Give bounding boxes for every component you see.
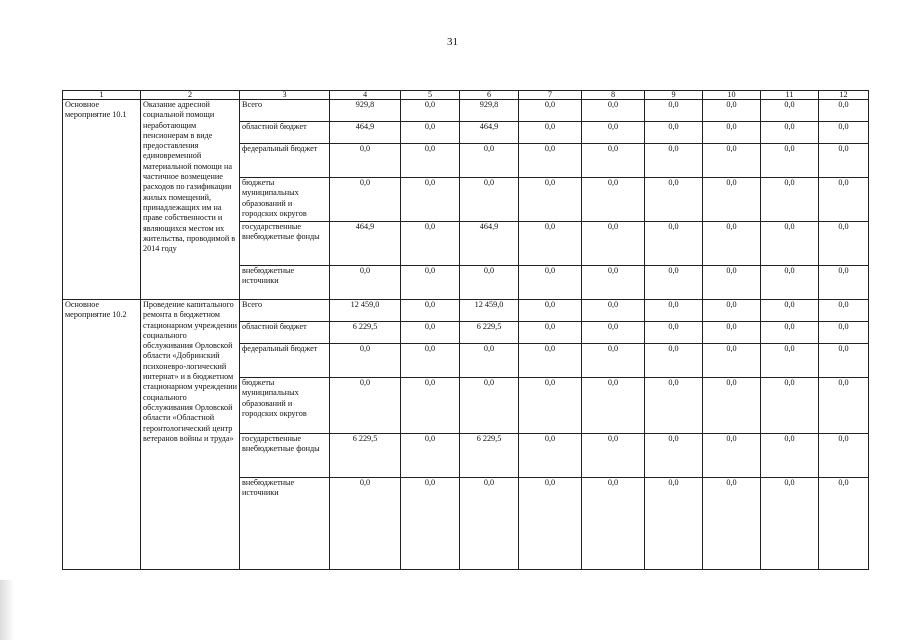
amount-cell: 0,0 — [819, 478, 869, 570]
amount-cell: 0,0 — [330, 478, 401, 570]
funding-source: областной бюджет — [240, 322, 330, 344]
amount-cell: 0,0 — [519, 222, 582, 266]
amount-cell: 0,0 — [645, 322, 703, 344]
amount-cell: 0,0 — [761, 434, 819, 478]
column-number: 6 — [460, 91, 519, 100]
amount-cell: 0,0 — [519, 178, 582, 222]
amount-cell: 0,0 — [819, 300, 869, 322]
amount-cell: 0,0 — [819, 322, 869, 344]
amount-cell: 0,0 — [645, 266, 703, 300]
amount-cell: 0,0 — [582, 222, 645, 266]
amount-cell: 0,0 — [330, 378, 401, 434]
amount-cell: 0,0 — [519, 144, 582, 178]
amount-cell: 0,0 — [761, 266, 819, 300]
amount-cell: 0,0 — [582, 100, 645, 122]
amount-cell: 0,0 — [761, 100, 819, 122]
amount-cell: 464,9 — [330, 122, 401, 144]
funding-source: бюджеты муниципальных образований и городских округов — [240, 378, 330, 434]
funding-source: внебюджетные источники — [240, 478, 330, 570]
amount-cell: 6 229,5 — [330, 434, 401, 478]
amount-cell: 464,9 — [460, 122, 519, 144]
scan-edge-shadow — [0, 580, 14, 640]
event-description: Проведение капитального ремонта в бюджетном стационарном учреждении социального обслуживания Орловской области «Добринский психоневро-логический интернат» и в бюджетном стационарном учреждении социального обслуживания Орловской области «Областной геронтологический центр ветеранов войны и труда» — [141, 300, 240, 570]
amount-cell: 464,9 — [330, 222, 401, 266]
amount-cell: 0,0 — [819, 434, 869, 478]
amount-cell: 0,0 — [703, 478, 761, 570]
budget-table — [62, 90, 869, 570]
amount-cell: 0,0 — [401, 344, 460, 378]
amount-cell: 0,0 — [401, 144, 460, 178]
column-number: 5 — [401, 91, 460, 100]
column-number: 10 — [703, 91, 761, 100]
event-description: Оказание адресной социальной помощи неработающим пенсионерам в виде предоставления единовременной материальной помощи на частичное возмещение расходов по газификации жилых помещений, принадлежащих им на праве собственности и являющихся местом их жительства, проводимой в 2014 году — [141, 100, 240, 300]
event-name: Основное мероприятие 10.2 — [63, 300, 141, 570]
amount-cell: 0,0 — [819, 378, 869, 434]
table-body — [63, 100, 869, 570]
amount-cell: 0,0 — [582, 478, 645, 570]
amount-cell: 0,0 — [761, 222, 819, 266]
amount-cell: 0,0 — [819, 100, 869, 122]
amount-cell: 0,0 — [703, 344, 761, 378]
funding-source: Всего — [240, 100, 330, 122]
amount-cell: 0,0 — [703, 144, 761, 178]
amount-cell: 0,0 — [519, 266, 582, 300]
amount-cell: 0,0 — [819, 222, 869, 266]
amount-cell: 0,0 — [401, 300, 460, 322]
amount-cell: 0,0 — [761, 378, 819, 434]
table-row — [63, 300, 869, 322]
funding-source: государственные внебюджетные фонды — [240, 222, 330, 266]
amount-cell: 0,0 — [645, 122, 703, 144]
amount-cell: 0,0 — [460, 344, 519, 378]
amount-cell: 0,0 — [519, 122, 582, 144]
funding-source: государственные внебюджетные фонды — [240, 434, 330, 478]
amount-cell: 0,0 — [703, 222, 761, 266]
amount-cell: 0,0 — [761, 122, 819, 144]
funding-source: федеральный бюджет — [240, 344, 330, 378]
amount-cell: 0,0 — [645, 378, 703, 434]
amount-cell: 0,0 — [761, 478, 819, 570]
column-number-row — [63, 91, 869, 100]
amount-cell: 0,0 — [330, 344, 401, 378]
amount-cell: 0,0 — [582, 378, 645, 434]
amount-cell: 0,0 — [582, 266, 645, 300]
funding-source: Всего — [240, 300, 330, 322]
amount-cell: 0,0 — [703, 178, 761, 222]
column-number: 3 — [240, 91, 330, 100]
amount-cell: 0,0 — [460, 178, 519, 222]
amount-cell: 0,0 — [519, 322, 582, 344]
amount-cell: 0,0 — [401, 100, 460, 122]
amount-cell: 0,0 — [582, 344, 645, 378]
amount-cell: 6 229,5 — [330, 322, 401, 344]
amount-cell: 0,0 — [519, 344, 582, 378]
amount-cell: 0,0 — [401, 122, 460, 144]
amount-cell: 0,0 — [645, 434, 703, 478]
amount-cell: 6 229,5 — [460, 434, 519, 478]
amount-cell: 0,0 — [582, 322, 645, 344]
amount-cell: 0,0 — [519, 300, 582, 322]
column-number: 8 — [582, 91, 645, 100]
amount-cell: 0,0 — [582, 144, 645, 178]
amount-cell: 0,0 — [703, 322, 761, 344]
amount-cell: 0,0 — [582, 178, 645, 222]
amount-cell: 0,0 — [703, 378, 761, 434]
amount-cell: 0,0 — [401, 378, 460, 434]
amount-cell: 0,0 — [761, 144, 819, 178]
amount-cell: 0,0 — [460, 478, 519, 570]
amount-cell: 0,0 — [819, 344, 869, 378]
amount-cell: 0,0 — [330, 266, 401, 300]
amount-cell: 0,0 — [819, 266, 869, 300]
amount-cell: 0,0 — [645, 478, 703, 570]
amount-cell: 0,0 — [401, 178, 460, 222]
amount-cell: 0,0 — [330, 144, 401, 178]
amount-cell: 0,0 — [401, 478, 460, 570]
amount-cell: 0,0 — [703, 300, 761, 322]
column-number: 1 — [63, 91, 141, 100]
amount-cell: 0,0 — [761, 178, 819, 222]
event-name: Основное мероприятие 10.1 — [63, 100, 141, 300]
column-number: 11 — [761, 91, 819, 100]
amount-cell: 0,0 — [645, 344, 703, 378]
amount-cell: 0,0 — [519, 478, 582, 570]
column-number: 7 — [519, 91, 582, 100]
funding-source: бюджеты муниципальных образований и городских округов — [240, 178, 330, 222]
amount-cell: 929,8 — [330, 100, 401, 122]
amount-cell: 6 229,5 — [460, 322, 519, 344]
amount-cell: 0,0 — [460, 266, 519, 300]
amount-cell: 0,0 — [582, 300, 645, 322]
amount-cell: 0,0 — [645, 100, 703, 122]
column-number: 4 — [330, 91, 401, 100]
amount-cell: 0,0 — [819, 144, 869, 178]
column-number: 2 — [141, 91, 240, 100]
amount-cell: 0,0 — [703, 266, 761, 300]
amount-cell: 0,0 — [330, 178, 401, 222]
amount-cell: 0,0 — [645, 300, 703, 322]
amount-cell: 0,0 — [645, 222, 703, 266]
amount-cell: 0,0 — [703, 100, 761, 122]
amount-cell: 0,0 — [582, 434, 645, 478]
amount-cell: 0,0 — [582, 122, 645, 144]
amount-cell: 0,0 — [519, 434, 582, 478]
page-number: 31 — [447, 36, 458, 48]
amount-cell: 0,0 — [401, 322, 460, 344]
funding-source: федеральный бюджет — [240, 144, 330, 178]
amount-cell: 0,0 — [703, 434, 761, 478]
amount-cell: 0,0 — [460, 144, 519, 178]
amount-cell: 0,0 — [761, 322, 819, 344]
amount-cell: 0,0 — [519, 378, 582, 434]
funding-source: областной бюджет — [240, 122, 330, 144]
table-row — [63, 100, 869, 122]
amount-cell: 0,0 — [519, 100, 582, 122]
amount-cell: 12 459,0 — [330, 300, 401, 322]
amount-cell: 0,0 — [645, 144, 703, 178]
funding-source: внебюджетные источники — [240, 266, 330, 300]
column-number: 9 — [645, 91, 703, 100]
amount-cell: 12 459,0 — [460, 300, 519, 322]
amount-cell: 0,0 — [645, 178, 703, 222]
amount-cell: 0,0 — [460, 378, 519, 434]
amount-cell: 0,0 — [819, 178, 869, 222]
amount-cell: 0,0 — [761, 300, 819, 322]
amount-cell: 929,8 — [460, 100, 519, 122]
amount-cell: 464,9 — [460, 222, 519, 266]
amount-cell: 0,0 — [401, 222, 460, 266]
amount-cell: 0,0 — [401, 266, 460, 300]
column-number: 12 — [819, 91, 869, 100]
amount-cell: 0,0 — [819, 122, 869, 144]
amount-cell: 0,0 — [401, 434, 460, 478]
amount-cell: 0,0 — [703, 122, 761, 144]
amount-cell: 0,0 — [761, 344, 819, 378]
